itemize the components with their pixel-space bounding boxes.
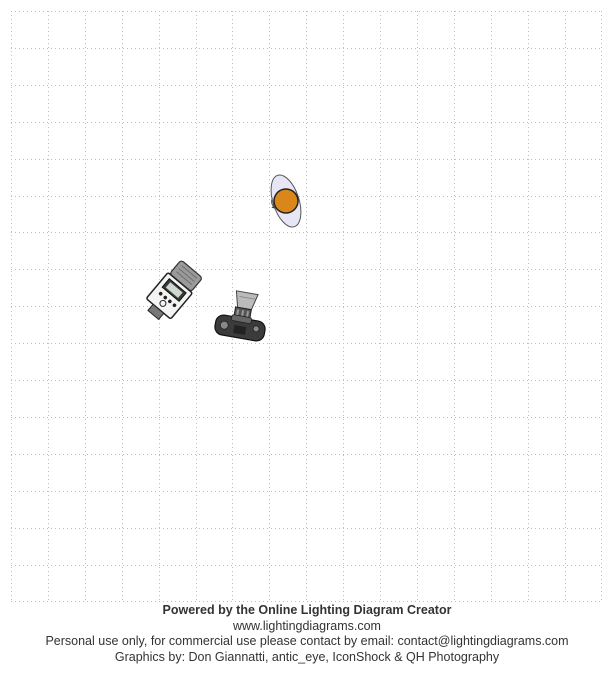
credits-text: Graphics by: Don Giannatti, antic_eye, IconShock & QH Photography xyxy=(114,649,500,664)
license-text: Personal use only, for commercial use please contact by email: contact@lightingdiagrams.com xyxy=(45,634,569,648)
footer xyxy=(0,603,614,665)
grid xyxy=(11,11,602,602)
website-link[interactable]: www.lightingdiagrams.com xyxy=(233,618,381,633)
powered-by-text: Powered by the Online Lighting Diagram Creator xyxy=(162,603,452,617)
speedlight-flash-icon[interactable] xyxy=(141,259,204,326)
camera-topdown-icon[interactable] xyxy=(214,288,271,342)
subject-person-icon[interactable] xyxy=(262,171,306,231)
